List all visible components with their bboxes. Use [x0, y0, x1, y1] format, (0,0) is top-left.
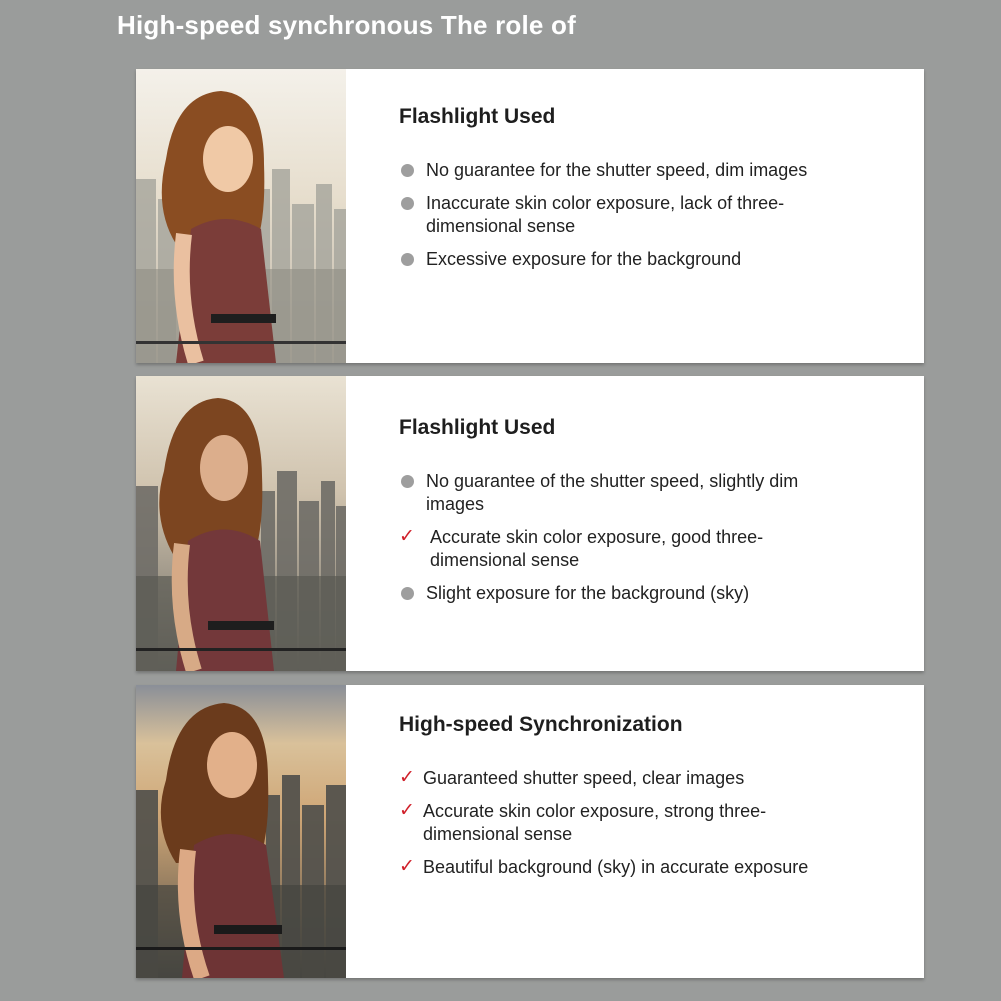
feature-list — [399, 470, 839, 615]
check-mark-icon: ✓ — [399, 767, 415, 788]
list-item — [399, 248, 839, 271]
list-item-text: Beautiful background (sky) in accurate exposure — [423, 857, 809, 877]
portrait-photo-overexposed — [136, 69, 346, 363]
check-mark-icon: ✓ — [399, 800, 415, 821]
bullet-dot-icon — [401, 253, 414, 266]
comparison-panel-flash-1 — [136, 69, 924, 363]
bullet-dot-icon — [401, 587, 414, 600]
panel-heading: Flashlight Used — [399, 105, 556, 128]
list-item — [399, 856, 839, 879]
panel-heading: High-speed Synchronization — [399, 713, 683, 736]
list-item — [399, 800, 839, 846]
list-item-text: Accurate skin color exposure, strong three-dimensional sense — [423, 801, 767, 844]
check-mark-icon: ✓ — [399, 856, 415, 877]
portrait-photo-accurate-exposure — [136, 685, 346, 978]
check-mark-icon: ✓ — [399, 526, 415, 547]
list-item — [399, 470, 839, 516]
page-title: High-speed synchronous The role of — [117, 10, 576, 40]
panel-heading: Flashlight Used — [399, 416, 556, 439]
feature-list — [399, 159, 839, 281]
list-item — [399, 767, 839, 790]
list-item-text: Guaranteed shutter speed, clear images — [423, 768, 745, 788]
comparison-panel-high-speed-sync — [136, 685, 924, 978]
list-item-text: Excessive exposure for the background — [426, 249, 742, 269]
list-item — [399, 526, 839, 572]
list-item-text: No guarantee for the shutter speed, dim images — [426, 160, 808, 180]
bullet-dot-icon — [401, 164, 414, 177]
list-item-text: No guarantee of the shutter speed, slightly dim images — [426, 471, 799, 514]
list-item-text: Accurate skin color exposure, good three-dimensional sense — [430, 527, 764, 570]
feature-list — [399, 767, 839, 889]
bullet-dot-icon — [401, 475, 414, 488]
list-item-text: Inaccurate skin color exposure, lack of three-dimensional sense — [426, 193, 785, 236]
list-item — [399, 582, 839, 605]
list-item-text: Slight exposure for the background (sky) — [426, 583, 750, 603]
list-item — [399, 192, 839, 238]
list-item — [399, 159, 839, 182]
comparison-panel-flash-2 — [136, 376, 924, 671]
bullet-dot-icon — [401, 197, 414, 210]
portrait-photo-slight-exposure — [136, 376, 346, 671]
